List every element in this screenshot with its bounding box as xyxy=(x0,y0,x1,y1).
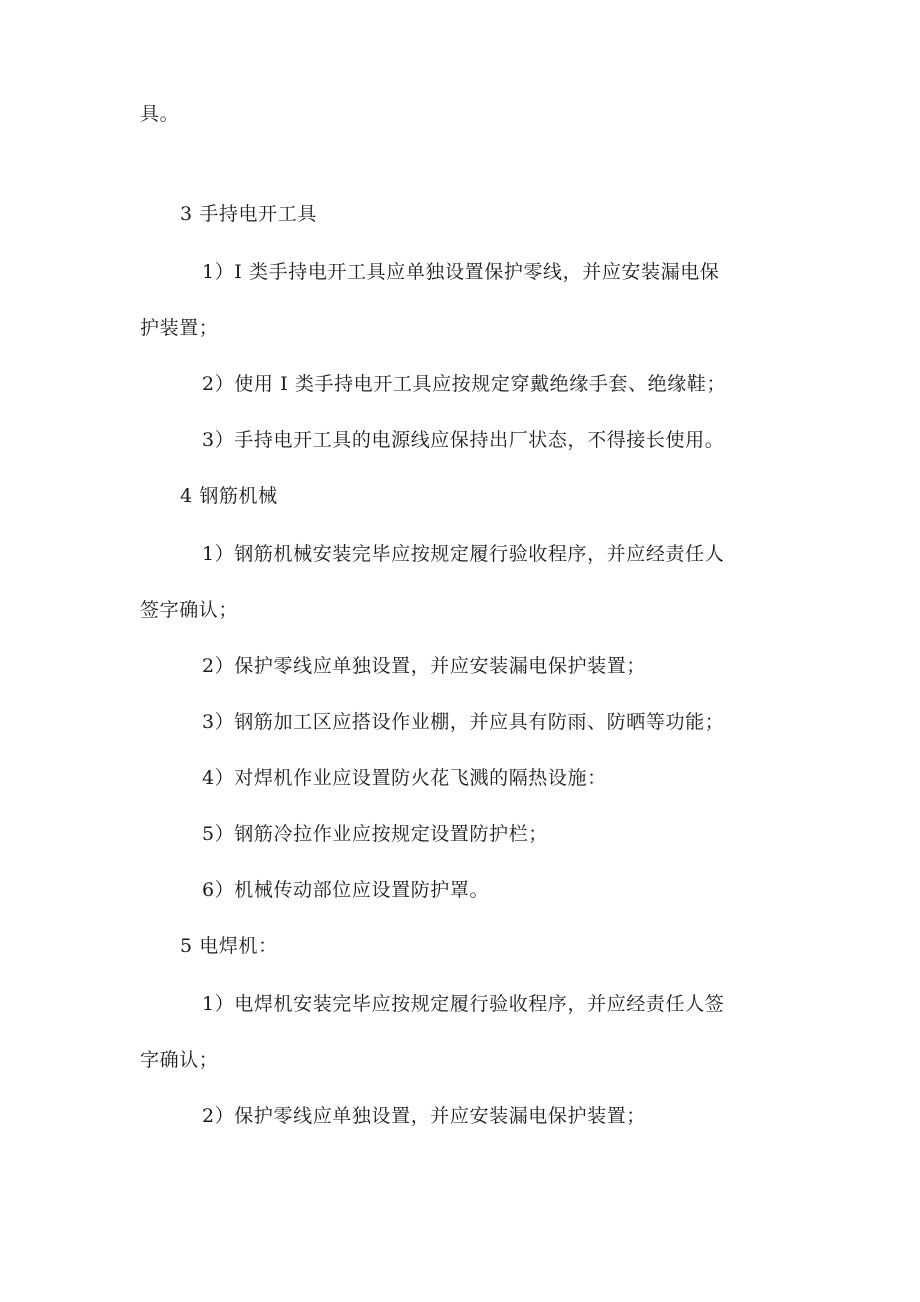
list-item: 6）机械传动部位应设置防护罩。 xyxy=(202,879,490,901)
list-item: 2）保护零线应单独设置，并应安装漏电保护装置； xyxy=(202,1105,646,1127)
section-heading-handheld-tools: 3 手持电开工具 xyxy=(180,203,317,225)
list-item: 3）手持电开工具的电源线应保持出厂状态，不得接长使用。 xyxy=(202,429,725,451)
list-item: 1）I 类手持电开工具应单独设置保护零线，并应安装漏电保 xyxy=(202,261,720,283)
list-item: 2）使用 I 类手持电开工具应按规定穿戴绝缘手套、绝缘鞋； xyxy=(202,373,727,395)
list-item: 2）保护零线应单独设置，并应安装漏电保护装置； xyxy=(202,655,646,677)
list-item: 4）对焊机作业应设置防火花飞溅的隔热设施： xyxy=(202,767,607,789)
list-item: 1）钢筋机械安装完毕应按规定履行验收程序，并应经责任人 xyxy=(202,543,725,565)
list-item: 3）钢筋加工区应搭设作业棚，并应具有防雨、防晒等功能； xyxy=(202,711,725,733)
section-heading-welding-machine: 5 电焊机： xyxy=(180,935,278,957)
list-item: 1）电焊机安装完毕应按规定履行验收程序，并应经责任人签 xyxy=(202,993,725,1015)
list-item-continuation: 字确认； xyxy=(140,1049,219,1071)
list-item-continuation: 护装置； xyxy=(140,317,219,339)
list-item-continuation: 签字确认； xyxy=(140,599,239,621)
list-item: 5）钢筋冷拉作业应按规定设置防护栏； xyxy=(202,823,548,845)
paragraph-continuation: 具。 xyxy=(140,103,180,125)
section-heading-rebar-machinery: 4 钢筋机械 xyxy=(180,485,278,507)
